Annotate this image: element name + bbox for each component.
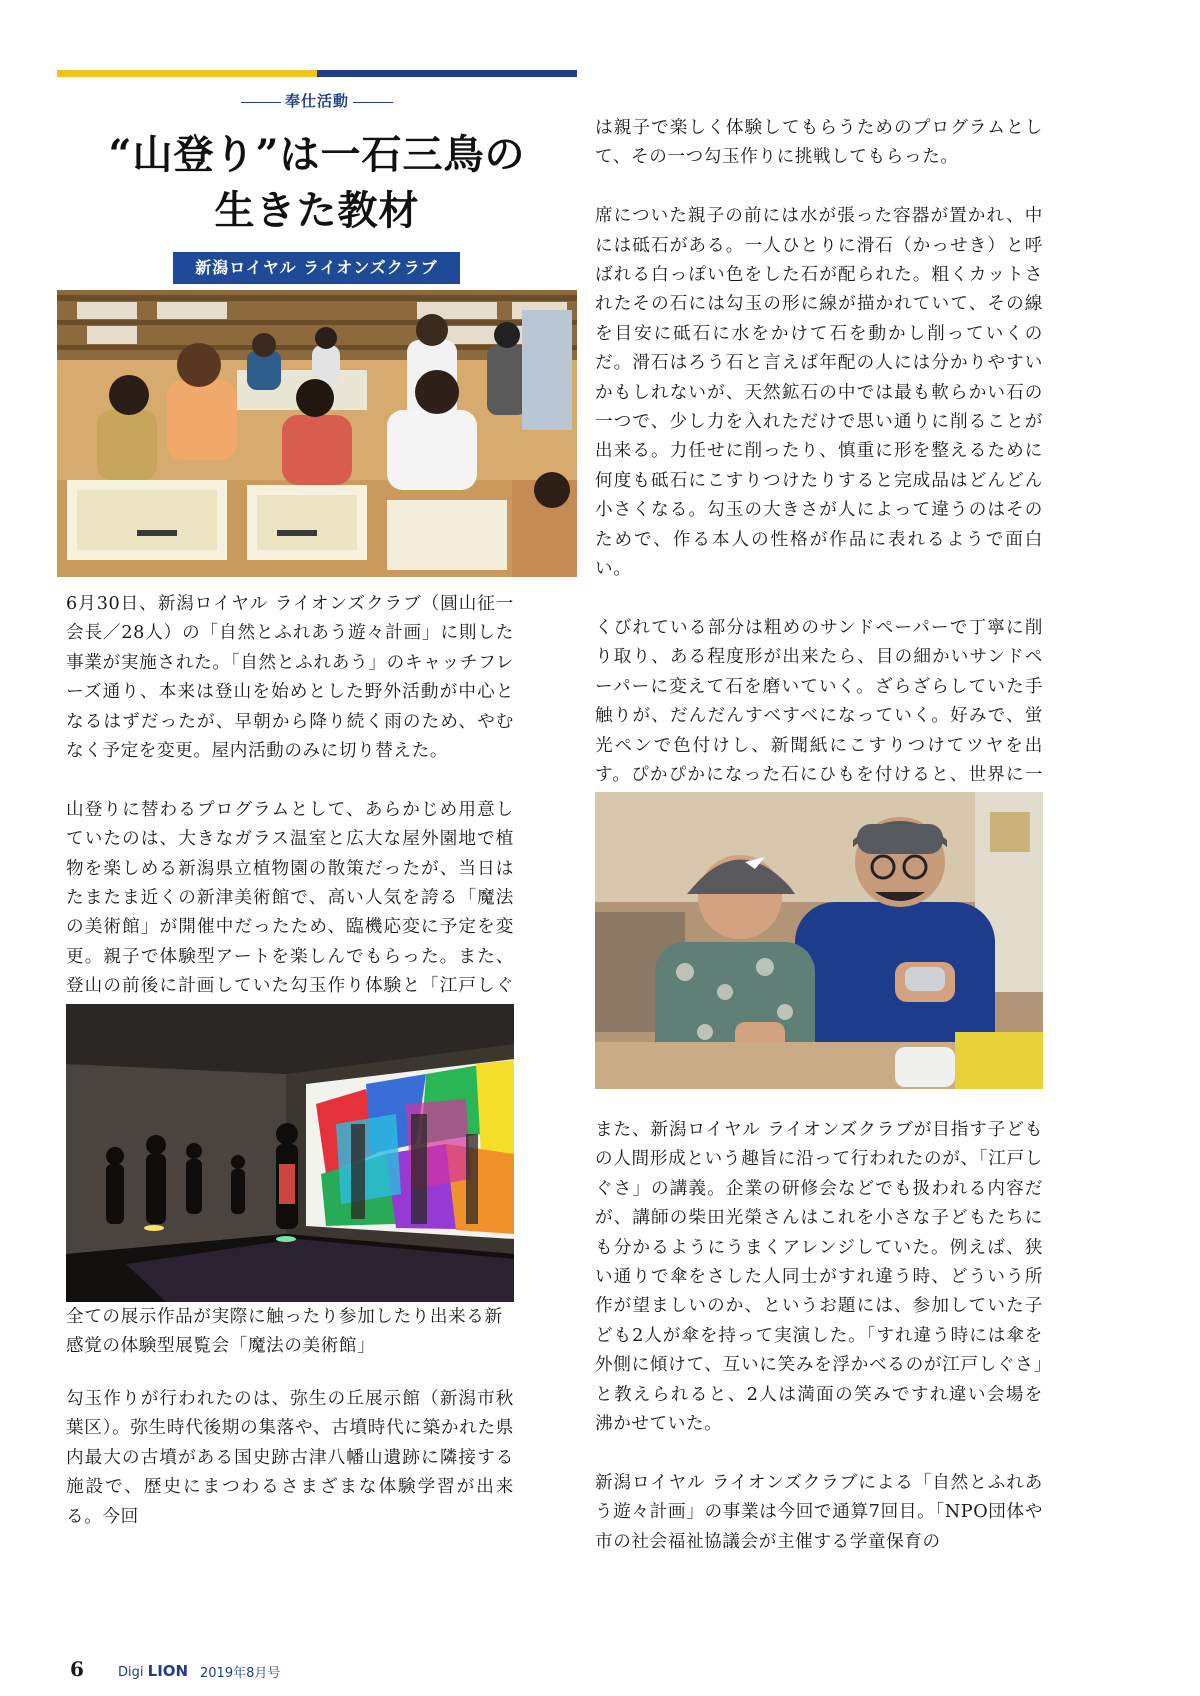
section-label-line-left [241,102,281,103]
photo-father-and-son [595,792,1043,1089]
right-column-body-top [595,114,1043,879]
photo-caption-museum: 全ての展示作品が実際に触ったり参加したり出来る新感覚の体験型展覧会「魔法の美術館」 [66,1307,503,1357]
photo-magic-art-museum [66,1004,514,1302]
photo-magatama-workshop [57,290,577,577]
club-name-badge: 新潟ロイヤル ライオンズクラブ [173,252,460,284]
header-rule-blue [317,70,577,77]
headline-line-1: “山登り”は一石三鳥の [108,131,526,178]
headline-line-2: 生きた教材 [214,187,420,234]
magazine-title: LION [147,1662,189,1680]
paragraph-program-purpose: は親子で楽しく体験してもらうためのプログラムとして、その一つ勾玉作りに挑戦してもらった。 [595,118,1043,168]
page-headline [57,127,577,239]
paragraph-grinding: 席についた親子の前には水が張った容器が置かれ、中には砥石がある。一人ひとりに滑石（かっせき）と呼ばれる白っぽい色をした石が配られた。粗くカットされたその石には勾玉の形に線が描かれていて、その線を目安に砥石に水をかけて石を動かし削っていくのだ。滑石はろう石と言えば年配の人には分かりやすいかもしれないが、天然鉱石の中では最も軟らかい石の一つで、少し力を入れただけで思い通りに削ることが出来る。力任せに削ったり、慎重に形を整えるために何度も砥石にこすりつけたりすると完成品はどんどん小さくなる。勾玉の大きさが人によって違うのはそのためで、作る本人の性格が作品に表れるようで面白い。 [595,206,1043,580]
paragraph-edo-shigusa: また、新潟ロイヤル ライオンズクラブが目指す子どもの人間形成という趣旨に沿って行われたのが、「江戸しぐさ」の講義。企業の研修会などでも扱われる内容だが、講師の柴田光榮さんはこれを小さな子どもたちにも分かるようにうまくアレンジしていた。例えば、狭い通りで傘をさした人同士がすれ違う時、どういう所作が望ましいのか、というお題には、参加していた子ども2人が傘を持って実演した。「すれ違う時には傘を外側に傾けて、互いに笑みを浮かべるのが江戸しぐさ」と教えられると、2人は満面の笑みですれ違い会場を沸かせていた。 [595,1120,1043,1435]
left-column-body [66,590,514,1031]
section-label [57,90,577,111]
issue-date: 2019年8月号 [200,1666,281,1681]
paragraph-yayoi-venue: 勾玉作りが行われたのは、弥生の丘展示館（新潟市秋葉区）。弥生時代後期の集落や、古墳時代に築かれた県内最大の古墳がある国史跡古津八幡山遺跡に隣接する施設で、歴史にまつわるさまざまな体験学習が出来る。今回 [66,1389,514,1527]
section-label-line-right [353,102,393,103]
paragraph-program-history: 新潟ロイヤル ライオンズクラブによる「自然とふれあう遊々計画」の事業は今回で通算7回目。「NPO団体や市の社会福祉協議会が主催する学童保育の [595,1472,1043,1552]
page-number: 6 [70,1657,84,1681]
paragraph-intro: 6月30日、新潟ロイヤル ライオンズクラブ（圓山征一会長／28人）の「自然とふれあう遊々計画」に則した事業が実施された。「自然とふれあう」のキャッチフレーズ通り、本来は登山を始めとした野外活動が中心となるはずだったが、早朝から降り続く雨のため、やむなく予定を変更。屋内活動のみに切り替えた。 [66,594,514,762]
section-label-text: 奉仕活動 [284,92,349,110]
paragraph-program-change: 山登りに替わるプログラムとして、あらかじめ用意していたのは、大きなガラス温室と広大な屋外園地で植物を楽しめる新潟県立植物園の散策だったが、当日はたまたま近くの新津美術館で、高い人気を誇る「魔法の美術館」が開催中だったため、臨機応変に予定を変更。親子で体験型アートを楽しんでもらった。また、登山の前後に計画していた勾玉作り体験と「江戸しぐ [66,799,514,997]
left-column-body-2 [66,1385,514,1532]
magazine-prefix: Digi [118,1665,144,1680]
header-rule-yellow [57,70,317,77]
header-rule [57,70,577,77]
right-column-body-bottom [595,1116,1043,1557]
magazine-name [118,1662,188,1680]
paragraph-polishing: くびれている部分は粗めのサンドペーパーで丁寧に削り取り、ある程度形が出来たら、目の細かいサンドペーパーに変えて石を磨いていく。ざらざらしていた手触りが、だんだんすべすべになっていく。好みで、蛍光ペンで色付けし、新聞紙にこすりつけてツヤを出す。ぴかぴかになった石にひもを付けると、世界に一 [595,617,1043,785]
